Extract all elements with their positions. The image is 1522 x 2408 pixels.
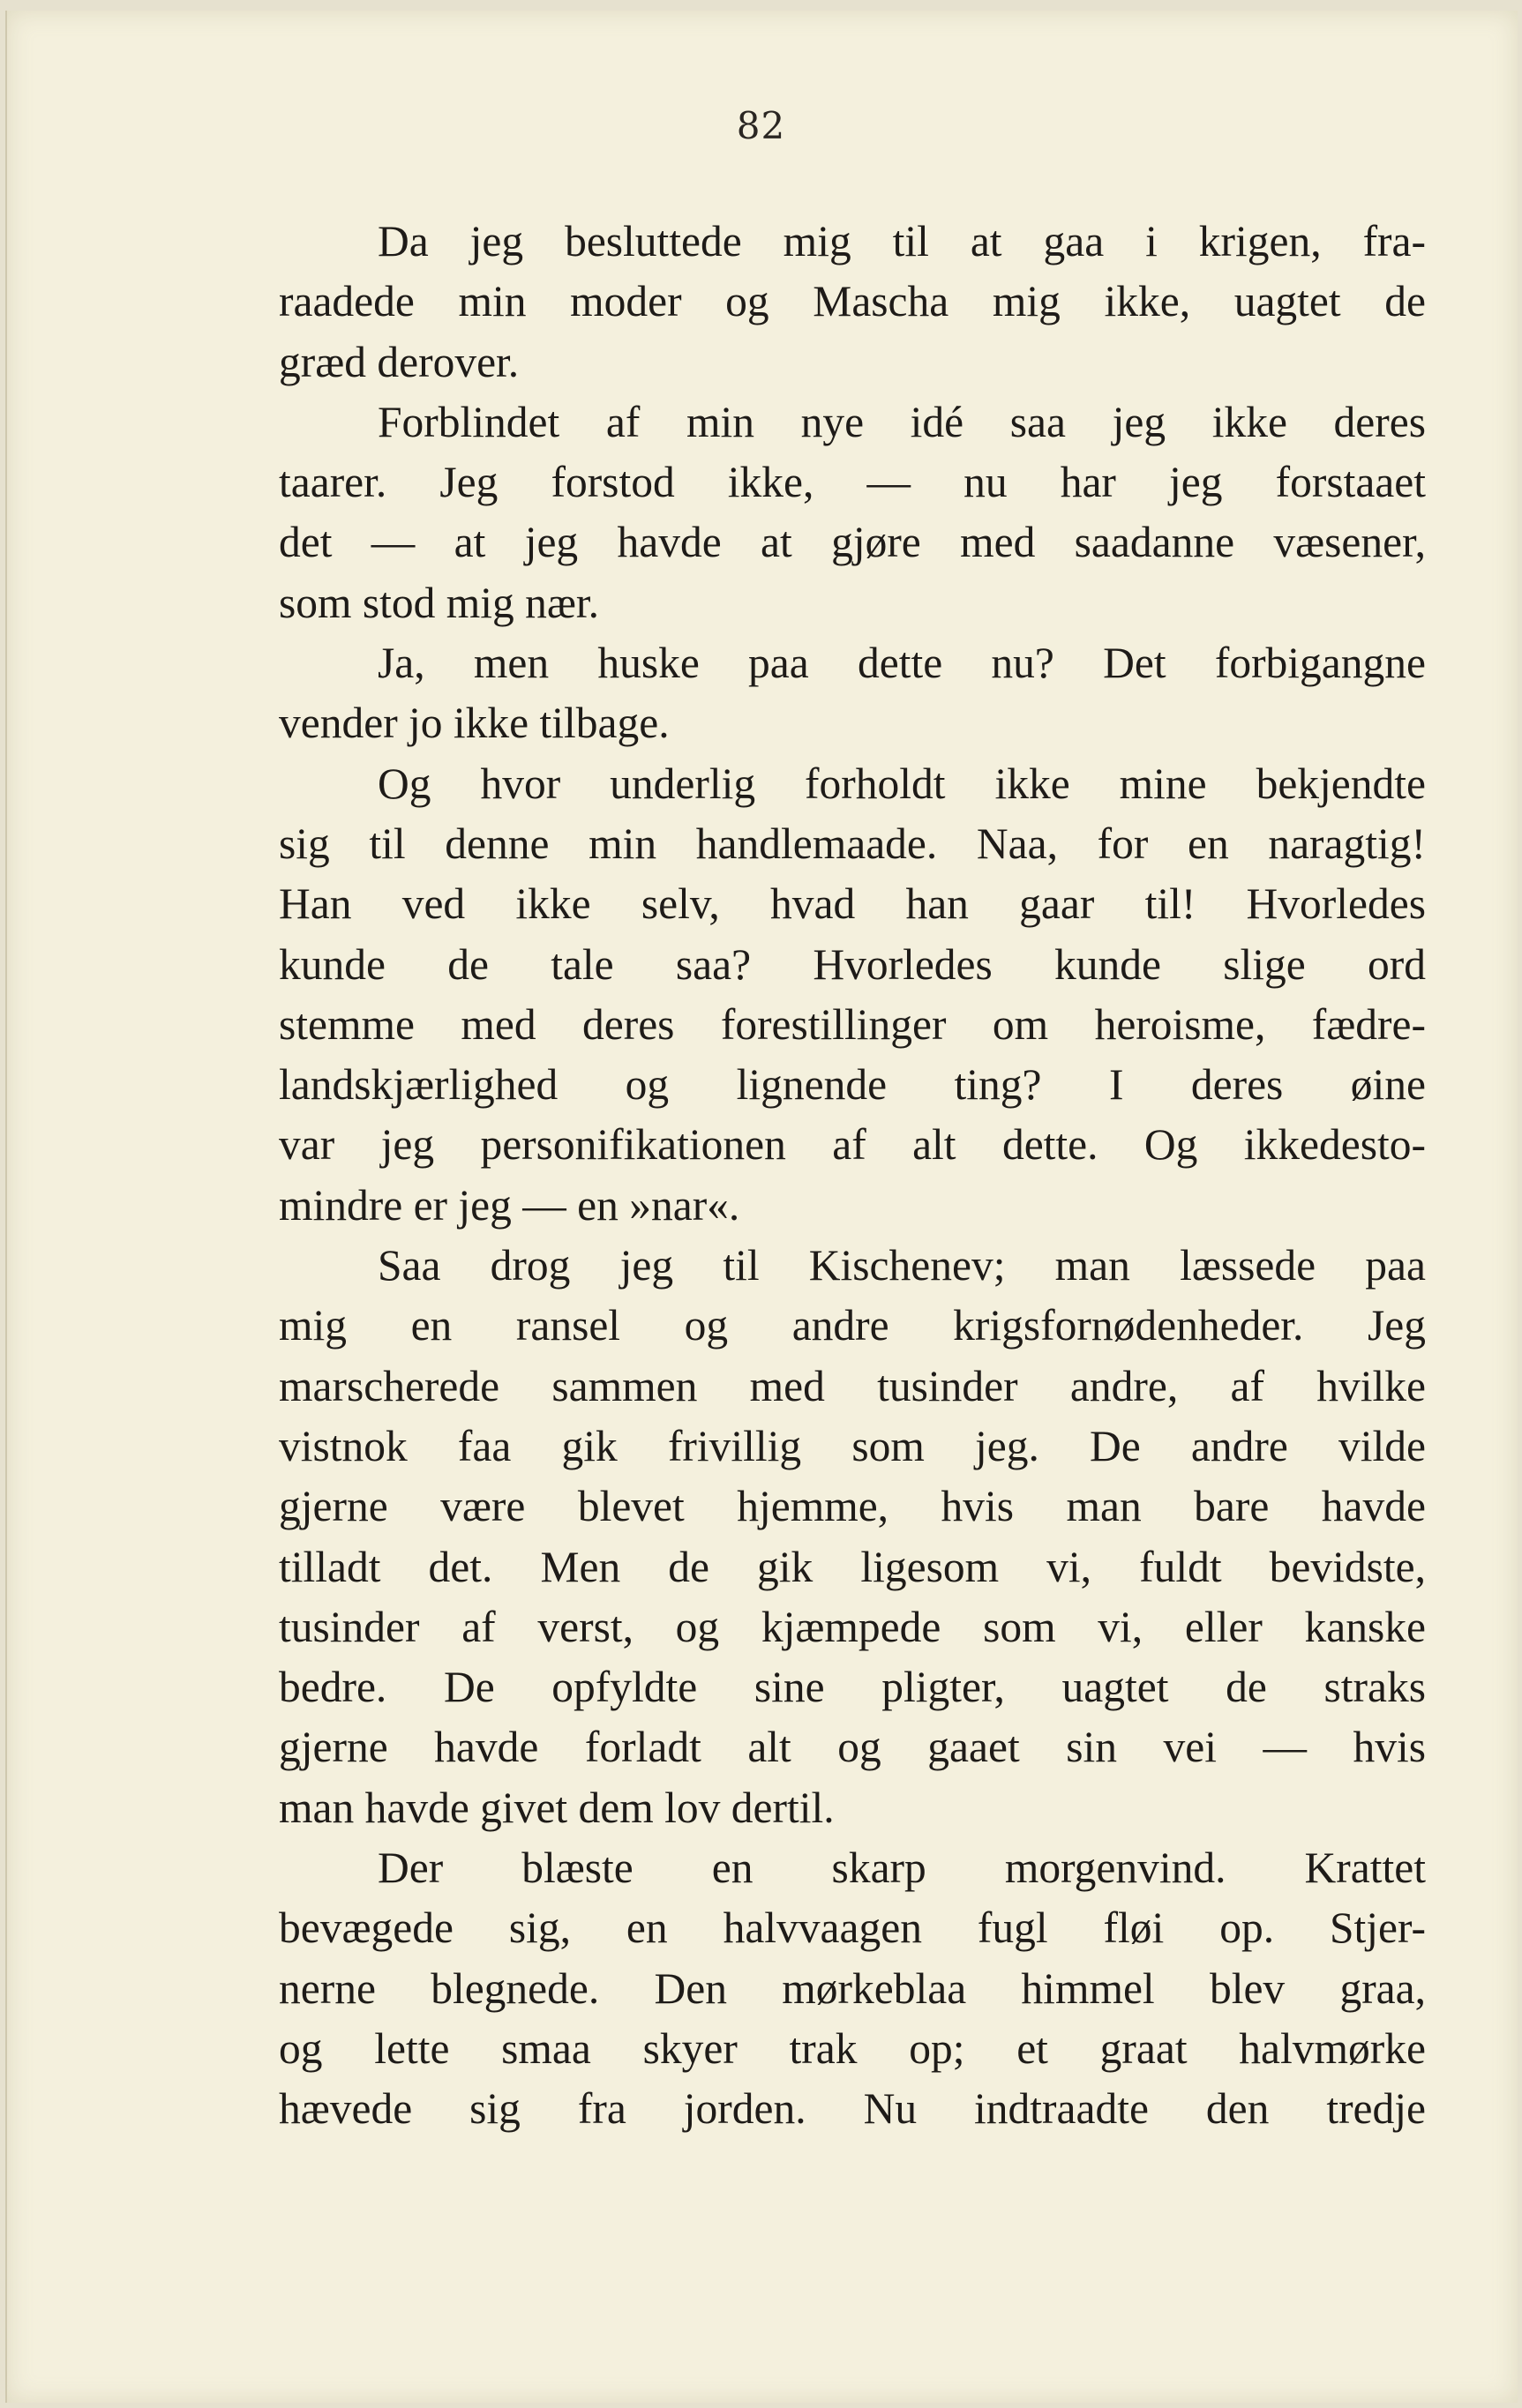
text-line: og lette smaa skyer trak op; et graat halvmørke bbox=[279, 2023, 1426, 2073]
text-line: sig til denne min handlemaade. Naa, for en naragtig! bbox=[279, 819, 1426, 868]
text-line: raadede min moder og Mascha mig ikke, uagtet de bbox=[279, 277, 1426, 326]
text-line: marscherede sammen med tusinder andre, af hvilke bbox=[279, 1361, 1426, 1410]
paragraph-2 bbox=[279, 393, 1426, 633]
text-line: tilladt det. Men de gik ligesom vi, fuldt bevidste, bbox=[279, 1542, 1426, 1591]
text-line: det — at jeg havde at gjøre med saadanne væsener, bbox=[279, 518, 1426, 567]
text-line: Og hvor underlig forholdt ikke mine bekjendte bbox=[378, 759, 1426, 808]
paragraph-5 bbox=[279, 1236, 1426, 1838]
text-line: Ja, men huske paa dette nu? Det forbigangne bbox=[378, 639, 1426, 688]
text-line: Saa drog jeg til Kischenev; man læssede paa bbox=[378, 1241, 1426, 1290]
text-line: mindre er jeg — en »nar«. bbox=[279, 1180, 740, 1230]
text-line: stemme med deres forestillinger om heroisme, fædre- bbox=[279, 999, 1426, 1049]
text-line: Da jeg besluttede mig til at gaa i krigen, fra- bbox=[378, 217, 1426, 265]
paragraph-4 bbox=[279, 754, 1426, 1236]
text-line: landskjærlighed og lignende ting? I deres øine bbox=[279, 1060, 1426, 1110]
text-line: Forblindet af min nye idé saa jeg ikke deres bbox=[378, 397, 1426, 446]
text-line: kunde de tale saa? Hvorledes kunde slige ord bbox=[279, 939, 1426, 989]
text-line: gjerne havde forladt alt og gaaet sin vei — hvis bbox=[279, 1723, 1426, 1772]
text-line: man havde givet dem lov dertil. bbox=[279, 1783, 835, 1832]
text-line: taarer. Jeg forstod ikke, — nu har jeg forstaaet bbox=[279, 458, 1426, 507]
text-line: vistnok faa gik frivillig som jeg. De andre vilde bbox=[279, 1421, 1426, 1470]
paragraph-6 bbox=[279, 1838, 1426, 2139]
text-line: hævede sig fra jorden. Nu indtraadte den tredje bbox=[279, 2084, 1426, 2134]
text-line: Han ved ikke selv, hvad han gaar til! Hvorledes bbox=[279, 879, 1426, 929]
text-line: var jeg personifikationen af alt dette. Og ikkedesto- bbox=[279, 1120, 1426, 1170]
text-line: som stod mig nær. bbox=[279, 578, 600, 627]
text-line: mig en ransel og andre krigsfornødenheder. Jeg bbox=[279, 1301, 1426, 1350]
text-line: gjerne være blevet hjemme, hvis man bare havde bbox=[279, 1482, 1426, 1531]
paragraph-1 bbox=[279, 212, 1426, 393]
body-text bbox=[279, 212, 1426, 2140]
page-number: 82 bbox=[736, 104, 786, 147]
paragraph-3 bbox=[279, 633, 1426, 754]
text-line: bedre. De opfyldte sine pligter, uagtet de straks bbox=[279, 1663, 1426, 1712]
text-line: græd derover. bbox=[279, 337, 520, 386]
text-line: nerne blegnede. Den mørkeblaa himmel blev graa, bbox=[279, 1963, 1426, 2013]
text-line: Der blæste en skarp morgenvind. Krattet bbox=[378, 1843, 1426, 1893]
text-line: vender jo ikke tilbage. bbox=[279, 699, 670, 748]
text-line: bevægede sig, en halvvaagen fugl fløi op. Stjer- bbox=[279, 1903, 1426, 1953]
text-line: tusinder af verst, og kjæmpede som vi, eller kanske bbox=[279, 1602, 1426, 1651]
